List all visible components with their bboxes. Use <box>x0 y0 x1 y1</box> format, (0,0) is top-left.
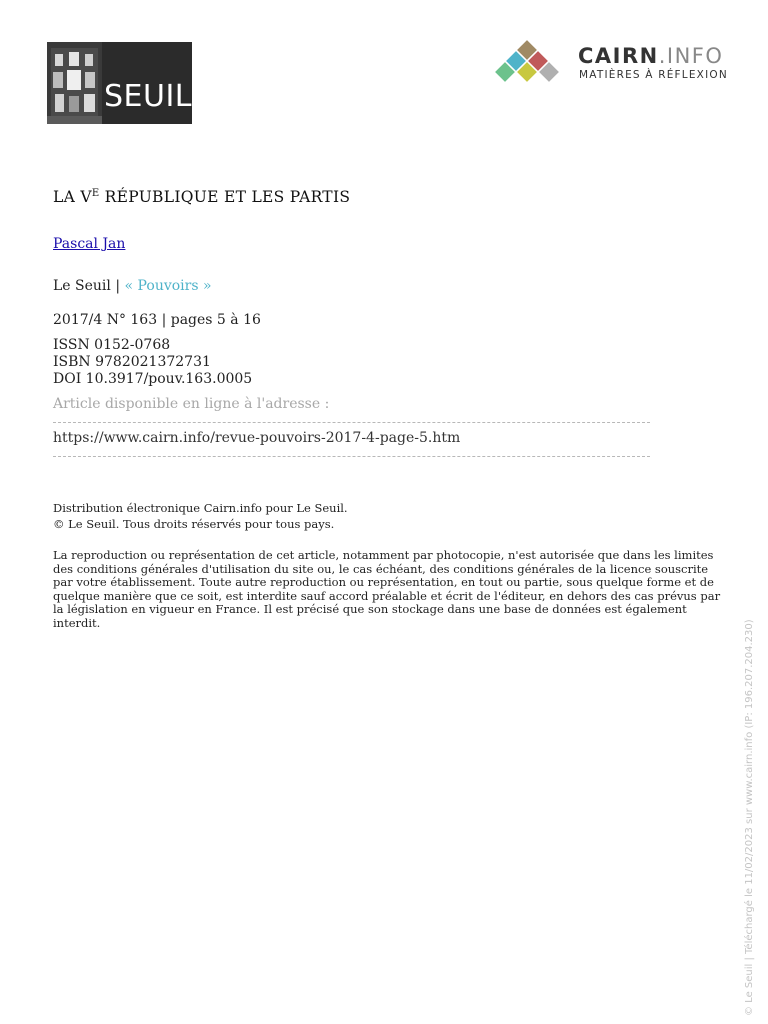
legal-notice: La reproduction ou représentation de cet article, notamment par photocopie, n'est autorisée que dans les limites des conditions générales d'utilisation du site ou, le cas échéant, des conditions générales de la licence souscrite par votre établissement. Toute autre reproduction ou représentation, en tout ou partie, sous quelque forme et de quelque manière que ce soit, est interdite sauf accord préalable et écrit de l'éditeur, en dehors des cas prévus par la législation en vigueur en France. Il est précisé que son stockage dans une base de données est également interdit. <box>53 548 721 630</box>
title-prefix: LA V <box>53 188 92 206</box>
cairn-logo[interactable] <box>488 40 728 92</box>
publisher-row <box>53 278 212 294</box>
publisher-name: Le Seuil <box>53 278 111 294</box>
article-url[interactable]: https://www.cairn.info/revue-pouvoirs-2017-4-page-5.htm <box>53 430 461 446</box>
distribution-line: Distribution électronique Cairn.info pour Le Seuil. <box>53 501 348 515</box>
title-superscript: E <box>91 188 100 199</box>
isbn: ISBN 9782021372731 <box>53 354 211 370</box>
cairn-wordmark <box>578 44 723 68</box>
download-watermark: © Le Seuil | Téléchargé le 11/02/2023 sur www.cairn.info (IP: 196.207.204.230) <box>744 619 755 1016</box>
cairn-diamond-icon <box>488 40 570 92</box>
publisher-separator: | <box>110 278 125 294</box>
issue-line: 2017/4 N° 163 | pages 5 à 16 <box>53 312 261 328</box>
distribution-notice <box>53 500 348 532</box>
title-suffix: RÉPUBLIQUE ET LES PARTIS <box>99 188 351 206</box>
seuil-logo-text: SEUIL <box>104 79 192 114</box>
availability-label: Article disponible en ligne à l'adresse : <box>53 396 330 412</box>
issn: ISSN 0152-0768 <box>53 337 171 353</box>
cairn-wordmark-main: CAIRN <box>578 44 659 68</box>
divider-bottom <box>53 456 650 457</box>
identifiers <box>53 337 252 388</box>
copyright-line: © Le Seuil. Tous droits réservés pour tous pays. <box>53 517 335 531</box>
author-link[interactable]: Pascal Jan <box>53 236 126 252</box>
cairn-tagline: MATIÈRES À RÉFLEXION <box>579 69 728 81</box>
collection-link[interactable]: « Pouvoirs » <box>124 278 212 294</box>
article-title <box>53 188 350 206</box>
cairn-wordmark-suffix: .INFO <box>658 44 724 68</box>
divider-top <box>53 422 650 423</box>
doi: DOI 10.3917/pouv.163.0005 <box>53 371 253 387</box>
seuil-logo <box>47 42 192 124</box>
building-photo-icon <box>47 42 102 124</box>
